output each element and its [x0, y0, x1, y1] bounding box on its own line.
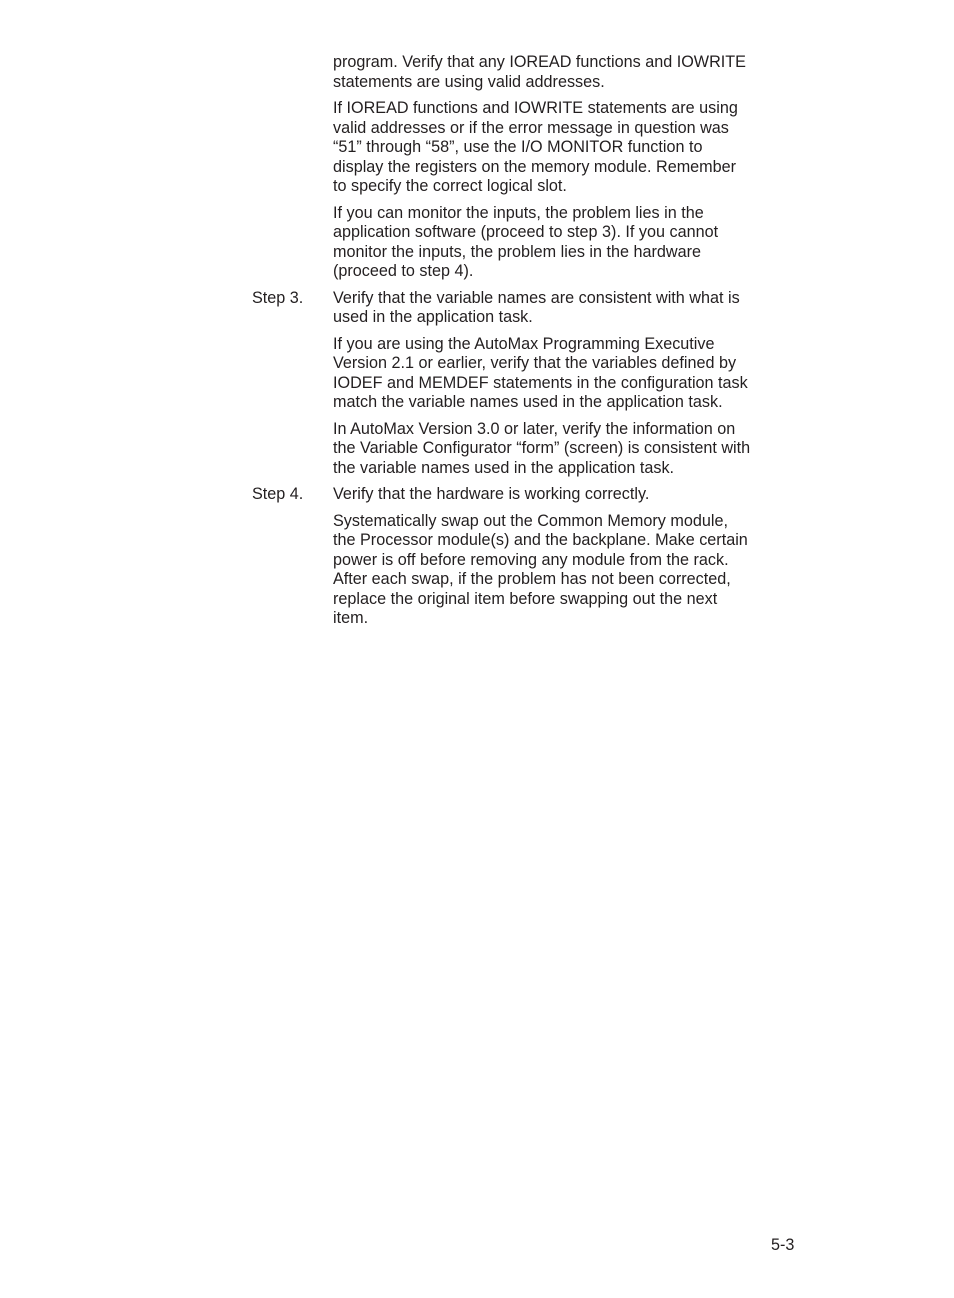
step-4-label: Step 4. — [252, 485, 304, 503]
page-body — [252, 53, 792, 636]
paragraph-monitor-inputs: If you can monitor the inputs, the problem lies in the application software (proceed to step 3). If you cannot monitor the inputs, the problem lies in the hardware (proceed to step 4). — [333, 203, 719, 280]
paragraph-verify-ioread: program. Verify that any IOREAD functions and IOWRITE statements are using valid addresses. — [333, 53, 746, 91]
paragraph-automax-3-0: In AutoMax Version 3.0 or later, verify the information on the Variable Configurator “form” (screen) is consistent with the variable names used in the application task. — [333, 419, 751, 477]
paragraph-swap-modules: Systematically swap out the Common Memory module, the Processor module(s) and the backplane. Make certain power is off before removing any module from the rack. After each swap, if the problem has not been corrected, replace the original item before swapping out the next item. — [333, 511, 748, 627]
step-4-text: Verify that the hardware is working correctly. — [333, 485, 650, 503]
paragraph-io-monitor: If IOREAD functions and IOWRITE statements are using valid addresses or if the error message in question was “51” through “58”, use the I/O MONITOR function to display the registers on the memory module. Remember to specify the correct logical slot. — [333, 99, 738, 195]
page-number: 5-3 — [771, 1236, 795, 1254]
step-4 — [252, 485, 792, 505]
paragraph-automax-2-1: If you are using the AutoMax Programming Executive Version 2.1 or earlier, verify that the variables defined by IODEF and MEMDEF statements in the configuration task match the variable names used in the application task. — [333, 334, 748, 411]
step-3-text: Verify that the variable names are consistent with what is used in the application task. — [333, 288, 740, 326]
step-3 — [252, 289, 792, 328]
step-3-label: Step 3. — [252, 288, 304, 307]
